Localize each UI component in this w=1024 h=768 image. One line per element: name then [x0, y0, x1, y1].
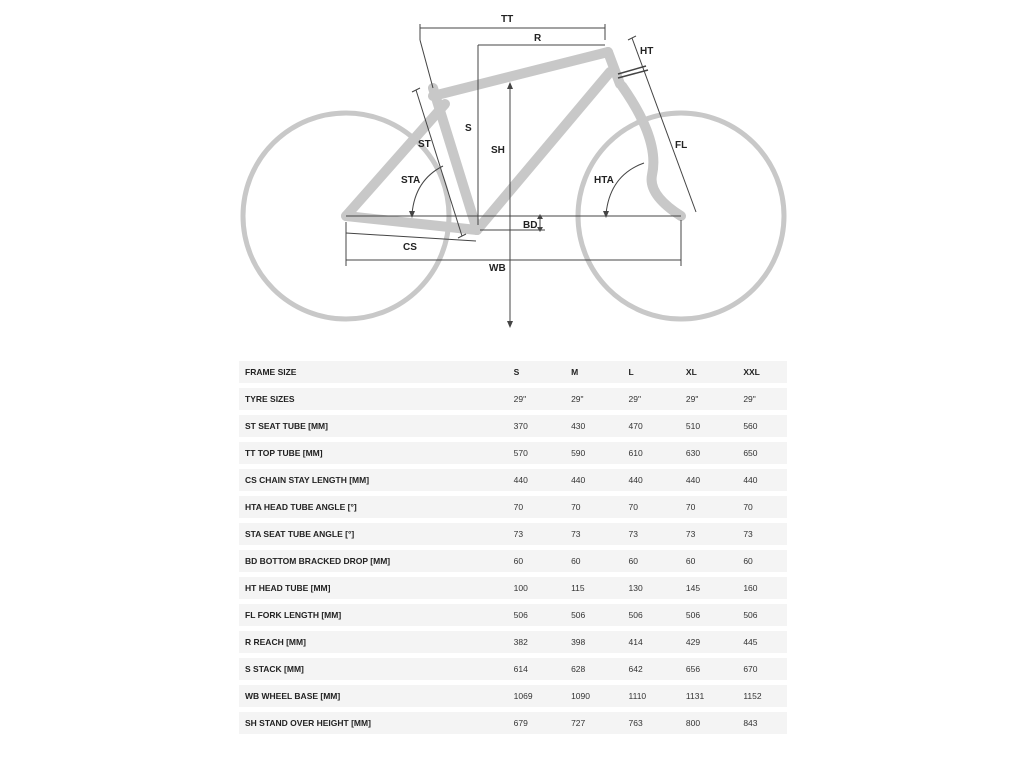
row-value: 145 — [686, 577, 743, 599]
row-value: 440 — [514, 469, 571, 491]
label-sta: STA — [401, 175, 421, 186]
row-label: R REACH [MM] — [239, 631, 514, 653]
geometry-table — [239, 356, 787, 739]
row-value: 440 — [686, 469, 743, 491]
table-row — [239, 523, 787, 545]
table-row — [239, 658, 787, 680]
row-value: 60 — [743, 550, 787, 572]
row-value: 429 — [686, 631, 743, 653]
row-value: 370 — [514, 415, 571, 437]
table-row — [239, 550, 787, 572]
row-value: 73 — [571, 523, 628, 545]
row-value: 800 — [686, 712, 743, 734]
row-value: 130 — [629, 577, 686, 599]
row-value: 60 — [629, 550, 686, 572]
row-value: 430 — [571, 415, 628, 437]
row-value: 1090 — [571, 685, 628, 707]
header-size-xxl: XXL — [743, 361, 787, 383]
row-value: 70 — [571, 496, 628, 518]
row-value: 398 — [571, 631, 628, 653]
bike-frame — [346, 52, 681, 230]
table-row — [239, 604, 787, 626]
table-row — [239, 415, 787, 437]
row-value: 506 — [629, 604, 686, 626]
table-row — [239, 469, 787, 491]
row-value: 414 — [629, 631, 686, 653]
row-value: 763 — [629, 712, 686, 734]
header-size-xl: XL — [686, 361, 743, 383]
row-value: 382 — [514, 631, 571, 653]
label-st: ST — [418, 139, 431, 150]
row-value: 29" — [686, 388, 743, 410]
label-bd: BD — [523, 220, 538, 231]
row-value: 440 — [571, 469, 628, 491]
label-fl: FL — [675, 140, 688, 151]
table-row — [239, 388, 787, 410]
row-label: STA SEAT TUBE ANGLE [°] — [239, 523, 514, 545]
row-value: 1131 — [686, 685, 743, 707]
row-value: 1152 — [743, 685, 787, 707]
row-value: 650 — [743, 442, 787, 464]
row-value: 506 — [571, 604, 628, 626]
row-value: 60 — [571, 550, 628, 572]
table-row — [239, 442, 787, 464]
label-wb: WB — [489, 263, 506, 274]
row-value: 670 — [743, 658, 787, 680]
label-hta: HTA — [594, 175, 614, 186]
table-header-row — [239, 361, 787, 383]
row-value: 70 — [629, 496, 686, 518]
row-value: 570 — [514, 442, 571, 464]
table-row — [239, 712, 787, 734]
row-value: 630 — [686, 442, 743, 464]
label-cs: CS — [403, 242, 417, 253]
row-label: WB WHEEL BASE [MM] — [239, 685, 514, 707]
row-label: FL FORK LENGTH [MM] — [239, 604, 514, 626]
header-size-l: L — [629, 361, 686, 383]
row-value: 29" — [514, 388, 571, 410]
row-value: 506 — [743, 604, 787, 626]
row-value: 656 — [686, 658, 743, 680]
row-value: 60 — [686, 550, 743, 572]
bike-geometry-diagram — [0, 0, 1024, 340]
row-value: 614 — [514, 658, 571, 680]
table-row — [239, 577, 787, 599]
table-row — [239, 631, 787, 653]
label-s: S — [465, 123, 472, 134]
row-label: SH STAND OVER HEIGHT [MM] — [239, 712, 514, 734]
row-label: HT HEAD TUBE [MM] — [239, 577, 514, 599]
header-size-m: M — [571, 361, 628, 383]
row-value: 506 — [686, 604, 743, 626]
row-value: 445 — [743, 631, 787, 653]
row-value: 29" — [629, 388, 686, 410]
row-label: TYRE SIZES — [239, 388, 514, 410]
row-value: 843 — [743, 712, 787, 734]
row-value: 510 — [686, 415, 743, 437]
label-r: R — [534, 33, 542, 44]
table-row — [239, 685, 787, 707]
row-value: 506 — [514, 604, 571, 626]
row-value: 73 — [629, 523, 686, 545]
row-value: 29" — [571, 388, 628, 410]
row-label: BD BOTTOM BRACKED DROP [MM] — [239, 550, 514, 572]
row-value: 100 — [514, 577, 571, 599]
row-value: 727 — [571, 712, 628, 734]
row-label: ST SEAT TUBE [MM] — [239, 415, 514, 437]
row-value: 440 — [743, 469, 787, 491]
row-value: 642 — [629, 658, 686, 680]
geometry-table-body — [239, 361, 787, 734]
header-size-s: S — [514, 361, 571, 383]
row-value: 70 — [686, 496, 743, 518]
row-value: 70 — [743, 496, 787, 518]
row-value: 115 — [571, 577, 628, 599]
row-value: 1110 — [629, 685, 686, 707]
label-tt: TT — [501, 14, 514, 25]
row-value: 73 — [743, 523, 787, 545]
table-row — [239, 496, 787, 518]
row-value: 70 — [514, 496, 571, 518]
row-value: 628 — [571, 658, 628, 680]
label-ht: HT — [640, 46, 654, 57]
row-value: 73 — [514, 523, 571, 545]
row-value: 60 — [514, 550, 571, 572]
row-value: 29" — [743, 388, 787, 410]
row-value: 590 — [571, 442, 628, 464]
row-value: 440 — [629, 469, 686, 491]
row-value: 160 — [743, 577, 787, 599]
row-label: CS CHAIN STAY LENGTH [MM] — [239, 469, 514, 491]
row-value: 470 — [629, 415, 686, 437]
row-label: HTA HEAD TUBE ANGLE [°] — [239, 496, 514, 518]
row-value: 1069 — [514, 685, 571, 707]
row-value: 679 — [514, 712, 571, 734]
row-label: S STACK [MM] — [239, 658, 514, 680]
row-value: 73 — [686, 523, 743, 545]
label-sh: SH — [491, 145, 505, 156]
row-value: 610 — [629, 442, 686, 464]
header-label: FRAME SIZE — [239, 361, 514, 383]
row-value: 560 — [743, 415, 787, 437]
row-label: TT TOP TUBE [MM] — [239, 442, 514, 464]
